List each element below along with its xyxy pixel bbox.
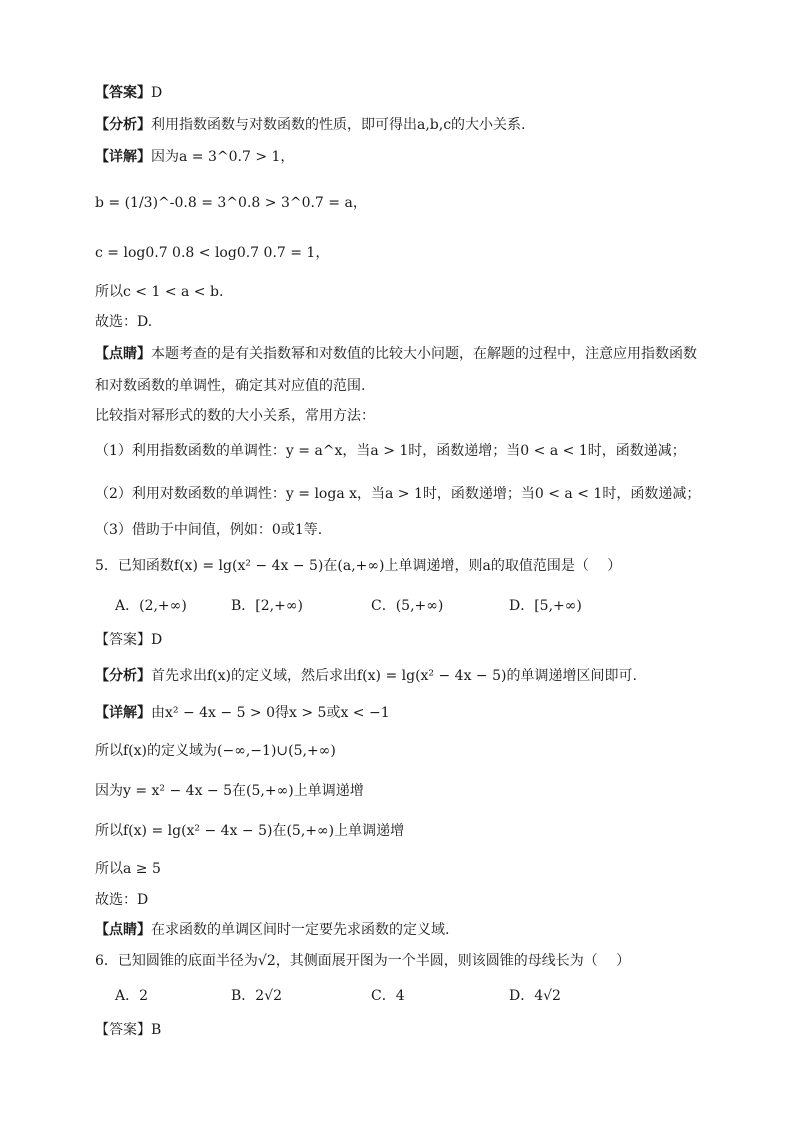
q5-choice-d: D．[5,+∞) [509,598,582,614]
answer-line-q4: 【答案】D [95,85,163,101]
method-intro-line: 比较指对幂形式的数的大小关系，常用方法： [95,408,375,424]
method-2-line: （2）利用对数函数的单调性：y = loga x，当a > 1时，函数递增；当0 < a < 1时，函数递减； [95,486,701,502]
answer-line-q6: 【答案】B [95,1022,162,1038]
comment-line-q4: 【点睛】本题考查的是有关指数幂和对数值的比较大小问题，在解题的过程中，注意应用指数函数 [95,346,697,362]
q6-choice-a: A．2 [115,988,149,1004]
q6-choice-b: B．2√2 [231,988,283,1004]
method-3-line: （3）借助于中间值，例如：0或1等. [95,522,323,538]
domain-line-q5: 所以f(x)的定义域为(−∞,−1)∪(5,+∞) [95,743,336,759]
analysis-line-q5: 【分析】首先求出f(x)的定义域，然后求出f(x) = lg(x² − 4x − 5)的单调递增区间即可. [95,668,637,684]
analysis-line-q4: 【分析】利用指数函数与对数函数的性质，即可得出a,b,c的大小关系. [95,117,526,133]
choice-line-q4: 故选：D. [95,314,153,330]
comment-line-q4-2: 和对数函数的单调性，确定其对应值的范围. [95,378,366,394]
conclusion-line-q4: 所以c < 1 < a < b. [95,284,224,300]
q6-choice-d: D．4√2 [509,988,561,1004]
choice-line-q5: 故选：D [95,892,149,908]
q5-choice-a: A．(2,+∞) [115,598,187,614]
detail-line-q4: 【详解】因为a = 3^0.7 > 1， [95,149,295,165]
answer-line-q5: 【答案】D [95,632,163,648]
question-6-stem: 6．已知圆锥的底面半径为√2，其侧面展开图为一个半圆，则该圆锥的母线长为（ ） [95,953,631,969]
detail-c-line: c = log0.7 0.8 < log0.7 0.7 = 1， [95,245,330,261]
q5-choice-b: B．[2,+∞) [231,598,303,614]
monotonic-line-2: 所以f(x) = lg(x² − 4x − 5)在(5,+∞)上单调递增 [95,823,405,839]
q5-choice-c: C．(5,+∞) [371,598,444,614]
monotonic-line-1: 因为y = x² − 4x − 5在(5,+∞)上单调递增 [95,783,364,799]
detail-line-q5: 【详解】由x² − 4x − 5 > 0得x > 5或x < −1 [95,705,390,721]
method-1-line: （1）利用指数函数的单调性：y = a^x，当a > 1时，函数递增；当0 < a < 1时，函数递减； [95,443,686,459]
detail-b-line: b = (1/3)^-0.8 = 3^0.8 > 3^0.7 = a， [95,195,367,211]
q6-choice-c: C．4 [371,988,405,1004]
question-5-stem: 5．已知函数f(x) = lg(x² − 4x − 5)在(a,+∞)上单调递增，则a的取值范围是（ ） [95,558,622,574]
conclusion-line-q5: 所以a ≥ 5 [95,861,161,877]
comment-line-q5: 【点睛】在求函数的单调区间时一定要先求函数的定义域. [95,922,450,938]
